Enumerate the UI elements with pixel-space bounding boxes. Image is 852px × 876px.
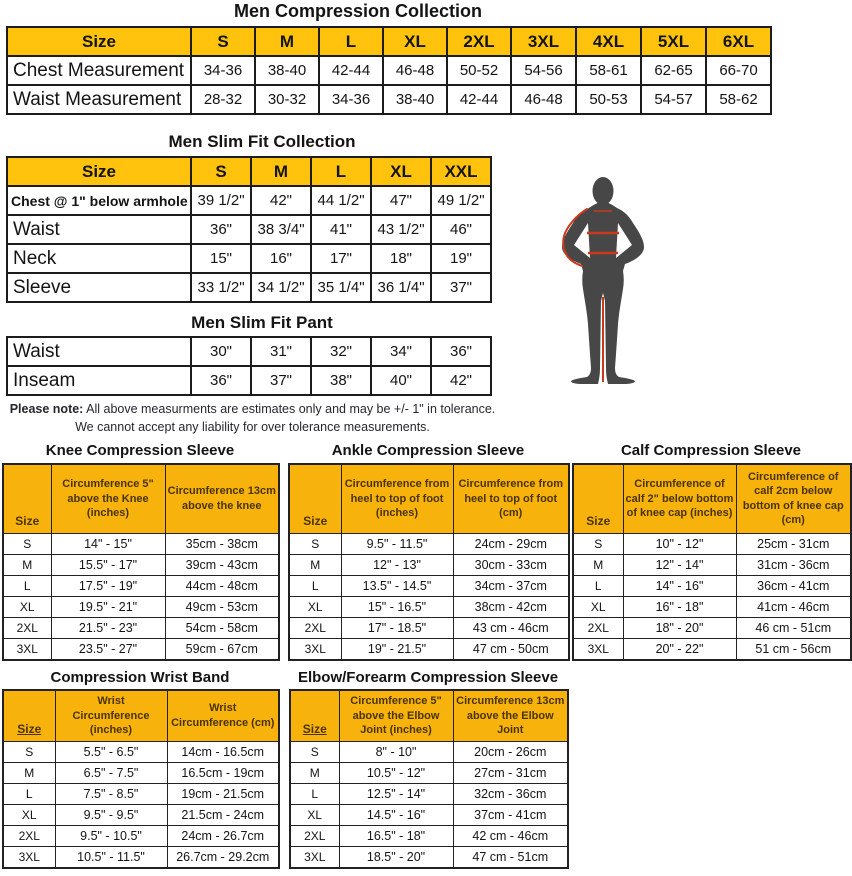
row-label: XL <box>3 596 51 617</box>
row-label: XL <box>573 596 623 617</box>
value-cell: 13.5" - 14.5" <box>341 575 453 596</box>
value-cell: 46-48 <box>383 56 447 85</box>
compression-wrist-band-table <box>2 689 278 869</box>
data-table <box>2 463 280 661</box>
value-cell: 37" <box>251 366 311 395</box>
value-cell: 18" - 20" <box>623 617 736 638</box>
value-cell: 26.7cm - 29.2cm <box>167 846 279 868</box>
man-measurement-figure <box>553 170 653 395</box>
table-row <box>573 575 851 596</box>
men-slim-fit-pant-title: Men Slim Fit Pant <box>191 313 333 332</box>
value-cell: 20" - 22" <box>623 638 736 660</box>
column-header: 5XL <box>641 27 706 56</box>
value-cell: 38-40 <box>383 85 447 114</box>
value-cell: 9.5" - 10.5" <box>55 825 167 846</box>
value-cell: 42-44 <box>447 85 511 114</box>
table-row <box>573 638 851 660</box>
value-cell: 9.5" - 11.5" <box>341 533 453 554</box>
row-label: XL <box>3 804 55 825</box>
value-cell: 34 1/2" <box>251 273 311 302</box>
value-cell: 10.5" - 12" <box>339 762 453 783</box>
table-row <box>7 85 771 114</box>
table-row <box>573 596 851 617</box>
compression-wrist-band-title: Compression Wrist Band <box>50 669 230 686</box>
value-cell: 54-57 <box>641 85 706 114</box>
value-cell: 6.5" - 7.5" <box>55 762 167 783</box>
header-row <box>289 464 569 533</box>
value-cell: 24cm - 26.7cm <box>167 825 279 846</box>
column-header: Wrist Circumference (inches) <box>55 690 167 741</box>
value-cell: 46" <box>431 215 491 244</box>
value-cell: 35cm - 38cm <box>165 533 279 554</box>
row-label: M <box>289 554 341 575</box>
table-row <box>289 575 569 596</box>
column-header: Circumference 13cm above the knee <box>165 464 279 533</box>
value-cell: 34-36 <box>191 56 255 85</box>
row-label: Sleeve <box>7 273 191 302</box>
value-cell: 14" - 16" <box>623 575 736 596</box>
row-label: S <box>3 741 55 762</box>
table-row <box>3 554 279 575</box>
column-header: XL <box>383 27 447 56</box>
table-row <box>7 273 491 302</box>
value-cell: 8" - 10" <box>339 741 453 762</box>
elbow-forearm-compression-sleeve-table <box>289 689 567 869</box>
value-cell: 36 1/4" <box>371 273 431 302</box>
value-cell: 38" <box>311 366 371 395</box>
column-header: Size <box>7 27 191 56</box>
row-label: S <box>573 533 623 554</box>
value-cell: 50-52 <box>447 56 511 85</box>
table-row <box>290 804 568 825</box>
knee-compression-sleeve-title: Knee Compression Sleeve <box>45 442 235 459</box>
value-cell: 15" <box>191 244 251 273</box>
value-cell: 42 cm - 46cm <box>453 825 568 846</box>
figure-head <box>593 177 614 205</box>
value-cell: 47" <box>371 186 431 215</box>
column-header: 6XL <box>706 27 771 56</box>
table-row <box>7 337 491 366</box>
row-label: L <box>289 575 341 596</box>
table-row <box>7 244 491 273</box>
row-label: XL <box>290 804 339 825</box>
column-header: S <box>191 27 255 56</box>
value-cell: 36" <box>431 337 491 366</box>
table-row <box>3 638 279 660</box>
table-row <box>290 741 568 762</box>
value-cell: 42" <box>251 186 311 215</box>
table-row <box>290 846 568 868</box>
row-label: M <box>3 762 55 783</box>
men-compression-collection-table <box>6 26 770 115</box>
row-label: XL <box>289 596 341 617</box>
value-cell: 39 1/2" <box>191 186 251 215</box>
row-label: L <box>290 783 339 804</box>
header-row <box>290 690 568 741</box>
value-cell: 12" - 13" <box>341 554 453 575</box>
row-label: Chest Measurement <box>7 56 191 85</box>
value-cell: 27cm - 31cm <box>453 762 568 783</box>
elbow-forearm-compression-sleeve-title: Elbow/Forearm Compression Sleeve <box>297 669 559 686</box>
value-cell: 9.5" - 9.5" <box>55 804 167 825</box>
row-label: S <box>289 533 341 554</box>
column-header: 3XL <box>511 27 576 56</box>
value-cell: 39cm - 43cm <box>165 554 279 575</box>
column-header: Size <box>7 157 191 186</box>
column-header: Size <box>3 464 51 533</box>
value-cell: 30cm - 33cm <box>453 554 569 575</box>
column-header: Circumference 13cm above the Elbow Joint <box>453 690 568 741</box>
table-row <box>290 825 568 846</box>
value-cell: 43 1/2" <box>371 215 431 244</box>
row-label: 3XL <box>289 638 341 660</box>
column-header: Size <box>290 690 339 741</box>
value-cell: 41cm - 46cm <box>736 596 851 617</box>
value-cell: 47 cm - 51cm <box>453 846 568 868</box>
row-label: 3XL <box>3 638 51 660</box>
column-header: L <box>319 27 383 56</box>
value-cell: 15" - 16.5" <box>341 596 453 617</box>
value-cell: 41" <box>311 215 371 244</box>
row-label: Chest @ 1" below armhole <box>7 186 191 215</box>
ankle-compression-sleeve-title: Ankle Compression Sleeve <box>331 442 525 459</box>
row-label: Waist <box>7 337 191 366</box>
value-cell: 34" <box>371 337 431 366</box>
table-row <box>3 617 279 638</box>
value-cell: 32cm - 36cm <box>453 783 568 804</box>
value-cell: 34cm - 37cm <box>453 575 569 596</box>
table-row <box>3 804 279 825</box>
row-label: S <box>3 533 51 554</box>
value-cell: 59cm - 67cm <box>165 638 279 660</box>
table-row <box>3 783 279 804</box>
table-row <box>3 741 279 762</box>
table-row <box>7 366 491 395</box>
value-cell: 16.5" - 18" <box>339 825 453 846</box>
value-cell: 31" <box>251 337 311 366</box>
value-cell: 17" <box>311 244 371 273</box>
value-cell: 21.5" - 23" <box>51 617 165 638</box>
table-row <box>3 846 279 868</box>
data-table <box>289 689 569 869</box>
table-row <box>290 783 568 804</box>
table-row <box>7 56 771 85</box>
value-cell: 10" - 12" <box>623 533 736 554</box>
value-cell: 12" - 14" <box>623 554 736 575</box>
column-header: 4XL <box>576 27 641 56</box>
value-cell: 20cm - 26cm <box>453 741 568 762</box>
value-cell: 16.5cm - 19cm <box>167 762 279 783</box>
value-cell: 14" - 15" <box>51 533 165 554</box>
value-cell: 40" <box>371 366 431 395</box>
value-cell: 38-40 <box>255 56 319 85</box>
calf-compression-sleeve-title: Calf Compression Sleeve <box>620 442 802 459</box>
value-cell: 19cm - 21.5cm <box>167 783 279 804</box>
row-label: 2XL <box>290 825 339 846</box>
tolerance-note-label: Please note: <box>9 402 84 416</box>
value-cell: 58-61 <box>576 56 641 85</box>
value-cell: 51 cm - 56cm <box>736 638 851 660</box>
value-cell: 44cm - 48cm <box>165 575 279 596</box>
row-label: Neck <box>7 244 191 273</box>
value-cell: 17" - 18.5" <box>341 617 453 638</box>
value-cell: 46-48 <box>511 85 576 114</box>
value-cell: 34-36 <box>319 85 383 114</box>
column-header: Circumference 5" above the Knee (inches) <box>51 464 165 533</box>
value-cell: 10.5" - 11.5" <box>55 846 167 868</box>
value-cell: 50-53 <box>576 85 641 114</box>
data-table <box>6 156 492 303</box>
tolerance-note-line2: We cannot accept any liability for over tolerance measurements. <box>75 420 430 434</box>
row-label: S <box>290 741 339 762</box>
value-cell: 16" - 18" <box>623 596 736 617</box>
table-row <box>573 533 851 554</box>
table-row <box>3 762 279 783</box>
row-label: 3XL <box>573 638 623 660</box>
men-slim-fit-collection-table <box>6 156 490 303</box>
value-cell: 17.5" - 19" <box>51 575 165 596</box>
tolerance-note <box>0 400 505 436</box>
table-row <box>289 617 569 638</box>
column-header: Circumference of calf 2" below bottom of knee cap (inches) <box>623 464 736 533</box>
value-cell: 19" - 21.5" <box>341 638 453 660</box>
row-label: L <box>3 783 55 804</box>
column-header: M <box>255 27 319 56</box>
column-header: Size <box>3 690 55 741</box>
value-cell: 33 1/2" <box>191 273 251 302</box>
table-row <box>289 554 569 575</box>
value-cell: 66-70 <box>706 56 771 85</box>
value-cell: 37" <box>431 273 491 302</box>
column-header: Size <box>573 464 623 533</box>
value-cell: 36" <box>191 215 251 244</box>
knee-compression-sleeve-table <box>2 463 278 661</box>
data-table <box>2 689 280 869</box>
table-row <box>289 638 569 660</box>
men-slim-fit-collection-title: Men Slim Fit Collection <box>168 132 356 151</box>
header-row <box>7 27 771 56</box>
column-header: Circumference 5" above the Elbow Joint (inches) <box>339 690 453 741</box>
data-table <box>6 336 492 396</box>
column-header: Circumference from heel to top of foot (inches) <box>341 464 453 533</box>
value-cell: 38cm - 42cm <box>453 596 569 617</box>
column-header: XL <box>371 157 431 186</box>
header-row <box>7 157 491 186</box>
row-label: 3XL <box>290 846 339 868</box>
table-row <box>289 596 569 617</box>
table-row <box>7 186 491 215</box>
value-cell: 31cm - 36cm <box>736 554 851 575</box>
header-row <box>573 464 851 533</box>
value-cell: 30" <box>191 337 251 366</box>
value-cell: 18.5" - 20" <box>339 846 453 868</box>
table-row <box>7 215 491 244</box>
row-label: 2XL <box>573 617 623 638</box>
men-compression-collection-title: Men Compression Collection <box>233 1 483 21</box>
table-row <box>3 575 279 596</box>
value-cell: 14.5" - 16" <box>339 804 453 825</box>
tolerance-note-text1: All above measurments are estimates only and may be +/- 1" in tolerance. <box>83 402 496 416</box>
value-cell: 54-56 <box>511 56 576 85</box>
data-table <box>572 463 852 661</box>
value-cell: 12.5" - 14" <box>339 783 453 804</box>
value-cell: 32" <box>311 337 371 366</box>
row-label: Waist <box>7 215 191 244</box>
value-cell: 30-32 <box>255 85 319 114</box>
value-cell: 36cm - 41cm <box>736 575 851 596</box>
ankle-compression-sleeve-table <box>288 463 568 661</box>
value-cell: 36" <box>191 366 251 395</box>
value-cell: 49cm - 53cm <box>165 596 279 617</box>
row-label: M <box>573 554 623 575</box>
value-cell: 21.5cm - 24cm <box>167 804 279 825</box>
value-cell: 42" <box>431 366 491 395</box>
column-header: Circumference from heel to top of foot (cm) <box>453 464 569 533</box>
row-label: 2XL <box>3 617 51 638</box>
tolerance-note-line1 <box>0 400 505 418</box>
calf-compression-sleeve-table <box>572 463 850 661</box>
value-cell: 24cm - 29cm <box>453 533 569 554</box>
column-header: Wrist Circumference (cm) <box>167 690 279 741</box>
row-label: M <box>3 554 51 575</box>
table-row <box>3 825 279 846</box>
value-cell: 62-65 <box>641 56 706 85</box>
value-cell: 43 cm - 46cm <box>453 617 569 638</box>
header-row <box>3 690 279 741</box>
value-cell: 47 cm - 50cm <box>453 638 569 660</box>
table-row <box>3 596 279 617</box>
table-row <box>573 554 851 575</box>
value-cell: 44 1/2" <box>311 186 371 215</box>
value-cell: 38 3/4" <box>251 215 311 244</box>
value-cell: 14cm - 16.5cm <box>167 741 279 762</box>
value-cell: 23.5" - 27" <box>51 638 165 660</box>
row-label: L <box>3 575 51 596</box>
row-label: 2XL <box>289 617 341 638</box>
value-cell: 49 1/2" <box>431 186 491 215</box>
value-cell: 19" <box>431 244 491 273</box>
table-row <box>289 533 569 554</box>
column-header: S <box>191 157 251 186</box>
row-label: L <box>573 575 623 596</box>
men-slim-fit-pant-table <box>6 336 490 396</box>
header-row <box>3 464 279 533</box>
value-cell: 19.5" - 21" <box>51 596 165 617</box>
column-header: L <box>311 157 371 186</box>
value-cell: 28-32 <box>191 85 255 114</box>
column-header: 2XL <box>447 27 511 56</box>
column-header: Circumference of calf 2cm below bottom of knee cap (cm) <box>736 464 851 533</box>
value-cell: 54cm - 58cm <box>165 617 279 638</box>
value-cell: 15.5" - 17" <box>51 554 165 575</box>
row-label: 3XL <box>3 846 55 868</box>
column-header: XXL <box>431 157 491 186</box>
row-label: 2XL <box>3 825 55 846</box>
column-header: Size <box>289 464 341 533</box>
table-row <box>290 762 568 783</box>
row-label: M <box>290 762 339 783</box>
value-cell: 42-44 <box>319 56 383 85</box>
value-cell: 18" <box>371 244 431 273</box>
value-cell: 37cm - 41cm <box>453 804 568 825</box>
value-cell: 58-62 <box>706 85 771 114</box>
value-cell: 35 1/4" <box>311 273 371 302</box>
value-cell: 16" <box>251 244 311 273</box>
table-row <box>3 533 279 554</box>
data-table <box>6 26 772 115</box>
value-cell: 5.5" - 6.5" <box>55 741 167 762</box>
value-cell: 7.5" - 8.5" <box>55 783 167 804</box>
table-row <box>573 617 851 638</box>
value-cell: 25cm - 31cm <box>736 533 851 554</box>
row-label: Waist Measurement <box>7 85 191 114</box>
data-table <box>288 463 570 661</box>
row-label: Inseam <box>7 366 191 395</box>
column-header: M <box>251 157 311 186</box>
value-cell: 46 cm - 51cm <box>736 617 851 638</box>
